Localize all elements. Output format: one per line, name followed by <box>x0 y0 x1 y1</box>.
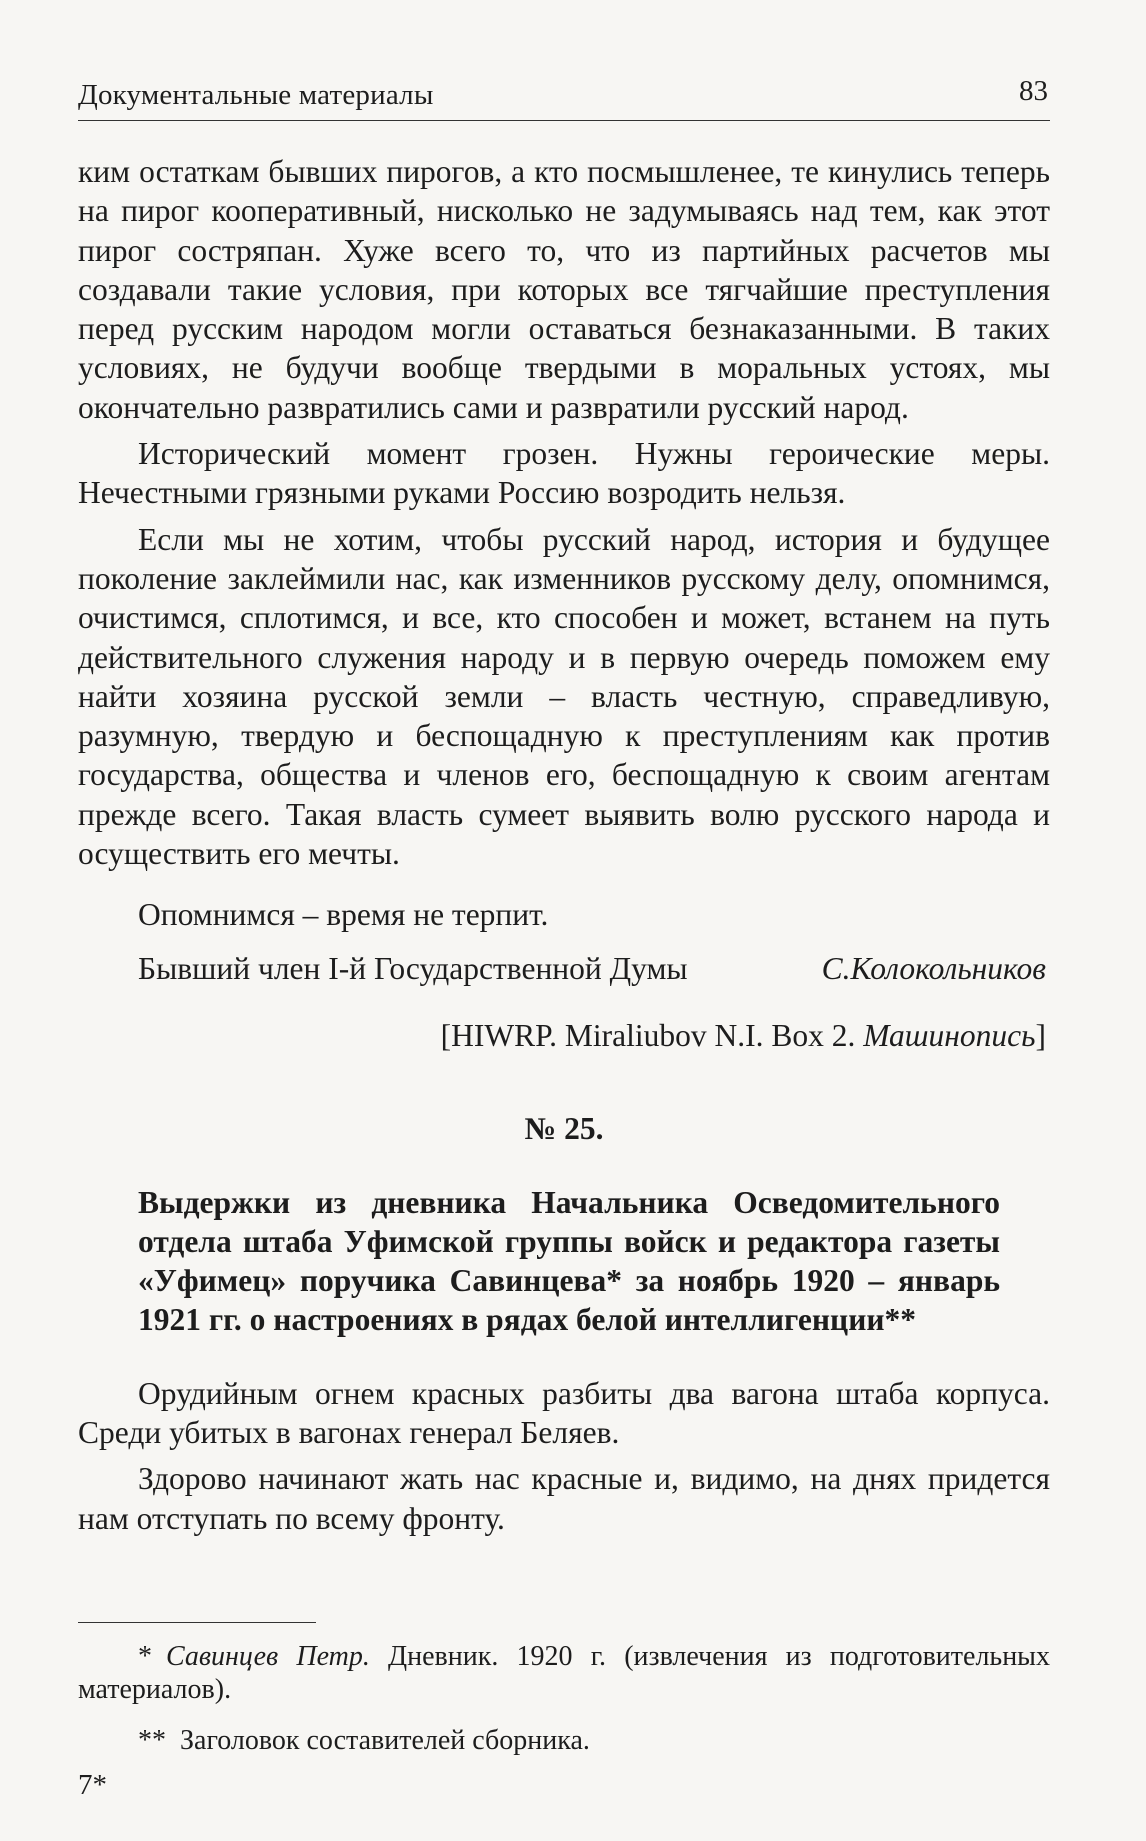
document-number: № 25. <box>524 1111 604 1147</box>
main-text <box>78 152 1050 1545</box>
signature-line <box>78 949 1050 988</box>
paragraph: Если мы не хотим, чтобы русский народ, история и будущее поколение заклеймили нас, как изменников русскому делу, опомнимся, очистимся, сплотимся, и все, кто способен и может, встанем на путь действительного служения народу и в первую очередь поможем ему найти хозяина русской земли – власть честную, справедливую, разумную, твердую и беспощадную к преступлениям как против государства, общества и членов его, беспощадную к своим агентам прежде всего. Такая власть сумеет выявить волю русского народа и осуществить его мечты. <box>78 521 1050 872</box>
diary-paragraph: Здорово начинают жать нас красные и, видимо, на днях придется нам отступать по всему фронту. <box>78 1461 1050 1536</box>
signature-position: Бывший член I-й Государственной Думы <box>138 950 688 986</box>
footnote-author: Савинцев Петр. <box>166 1641 370 1672</box>
footnote-text: Заголовок составителей сборника. <box>180 1725 590 1756</box>
running-title: Документальные материалы <box>78 79 434 111</box>
source-end: ] <box>1035 1017 1046 1053</box>
source-archive: [HIWRP. Miraliubov N.I. Box 2. <box>440 1017 856 1053</box>
diary-paragraph: Орудийным огнем красных разбиты два вагона штаба корпуса. Среди убитых в вагонах генерал Беляев. <box>78 1375 1050 1451</box>
footnote <box>78 1724 1050 1757</box>
paragraph: Исторический момент грозен. Нужны героические меры. Нечестными грязными руками Россию возродить нельзя. <box>78 436 1050 511</box>
footnote-text: Дневник. 1920 г. (извлечения из подготовительных материалов). <box>78 1641 1050 1705</box>
running-header <box>78 75 1048 118</box>
printers-signature-mark: 7* <box>78 1769 107 1801</box>
archival-source <box>78 1016 1050 1055</box>
signature-name: С.Колокольников <box>821 950 1046 986</box>
closing-line: Опомнимся – время не терпит. <box>138 897 549 933</box>
paragraph-continued: ким остаткам бывших пирогов, а кто посмышленее, те кинулись теперь на пирог кооперативный, нисколько не задумываясь над тем, как этот пирог состряпан. Хуже всего то, что из партийных расчетов мы создавали такие условия, при которых все тягчайшие преступления перед русским народом могли оставаться безнаказанными. В таких условиях, не будучи вообще твердыми в моральных устоях, мы окончательно развратились сами и развратили русский народ. <box>78 154 1050 425</box>
document-title: Выдержки из дневника Начальника Осведомительного отдела штаба Уфимской группы войск и редактора газеты «Уфимец» поручика Савинцева* за ноябрь 1920 – январь 1921 гг. о настроениях в рядах белой интеллигенции** <box>138 1184 1000 1338</box>
footnote-marker: ** <box>138 1725 166 1756</box>
footnote <box>78 1640 1050 1706</box>
page-number: 83 <box>1019 75 1048 107</box>
footnote-rule <box>78 1622 316 1623</box>
footnote-marker: * <box>138 1641 152 1672</box>
header-rule <box>78 120 1050 121</box>
source-type: Машинопись <box>863 1017 1036 1053</box>
footnotes <box>78 1640 1050 1775</box>
